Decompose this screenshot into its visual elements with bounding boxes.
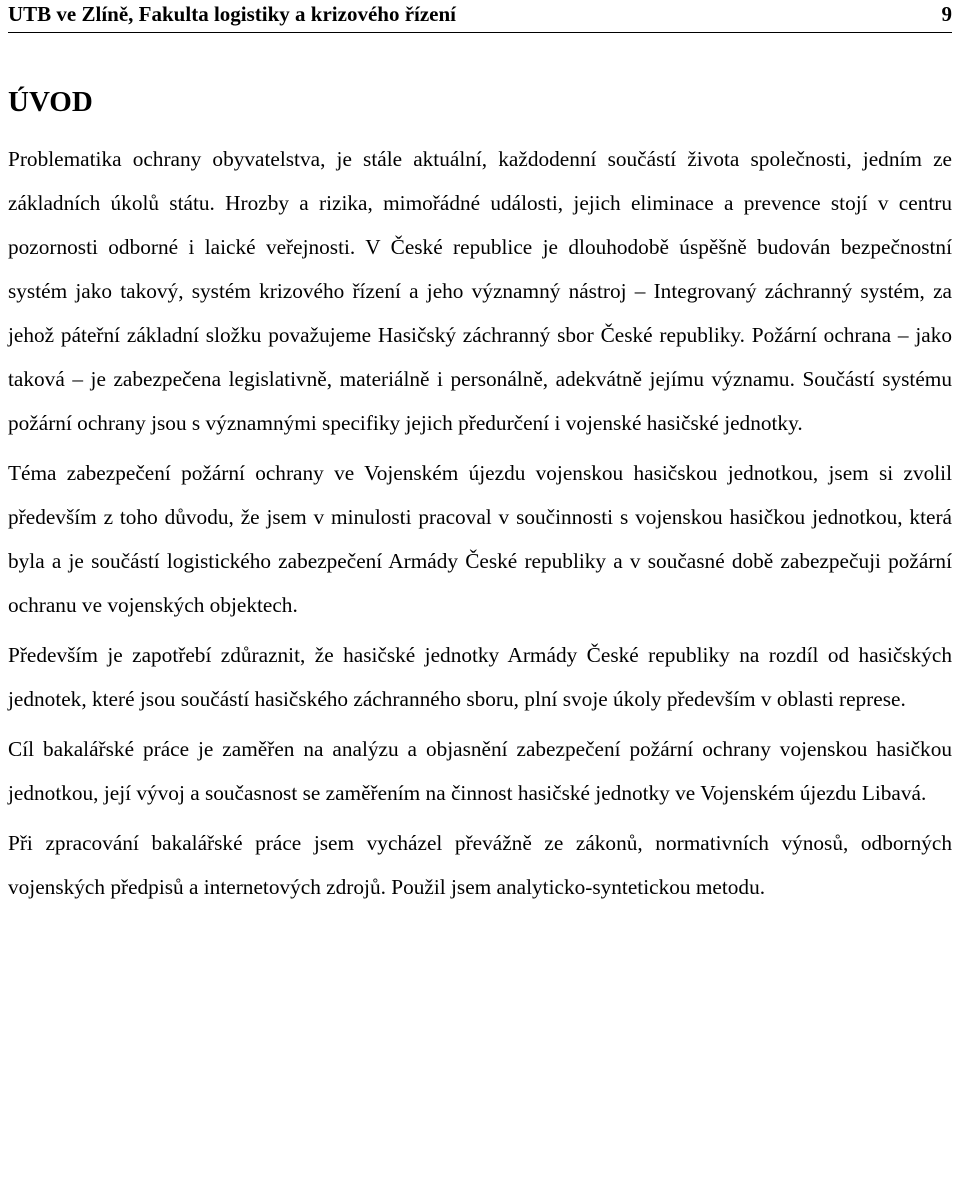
paragraph-3: Především je zapotřebí zdůraznit, že hasičské jednotky Armády České republiky na rozdíl od hasičských jednotek, které jsou součástí hasičského záchranného sboru, plní svoje úkoly především v oblasti represe.: [8, 643, 952, 711]
paragraph-2: Téma zabezpečení požární ochrany ve Vojenském újezdu vojenskou hasičskou jednotkou, jsem si zvolil především z toho důvodu, že jsem v minulosti pracoval v součinnosti s vojenskou hasičkou jednotkou, která byla a je součástí logistického zabezpečení Armády České republiky a v současné době zabezpečuji požární ochranu ve vojenských objektech.: [8, 461, 952, 617]
paragraph-1: Problematika ochrany obyvatelstva, je stále aktuální, každodenní součástí života společnosti, jedním ze základních úkolů státu. Hrozby a rizika, mimořádné události, jejich eliminace a prevence stojí v centru pozornosti odborné i laické veřejnosti. V České republice je dlouhodobě úspěšně budován bezpečnostní systém jako takový, systém krizového řízení a jeho významný nástroj – Integrovaný záchranný systém, za jehož páteřní základní složku považujeme Hasičský záchranný sbor České republiky. Požární ochrana – jako taková – je zabezpečena legislativně, materiálně i personálně, adekvátně jejímu významu. Součástí systému požární ochrany jsou s významnými specifiky jejich předurčení i vojenské hasičské jednotky.: [8, 147, 952, 435]
header-title: UTB ve Zlíně, Fakulta logistiky a krizového řízení: [8, 2, 457, 26]
running-header: [8, 0, 952, 33]
page-number: 9: [941, 2, 952, 26]
paragraph-5: Při zpracování bakalářské práce jsem vycházel převážně ze zákonů, normativních výnosů, odborných vojenských předpisů a internetových zdrojů. Použil jsem analyticko-syntetickou metodu.: [8, 831, 952, 899]
document-page: [8, 0, 952, 909]
section-title: ÚVOD: [8, 86, 93, 118]
paragraph-4: Cíl bakalářské práce je zaměřen na analýzu a objasnění zabezpečení požární ochrany vojenskou hasičkou jednotkou, její vývoj a současnost se zaměřením na činnost hasičské jednotky ve Vojenském újezdu Libavá.: [8, 737, 952, 805]
